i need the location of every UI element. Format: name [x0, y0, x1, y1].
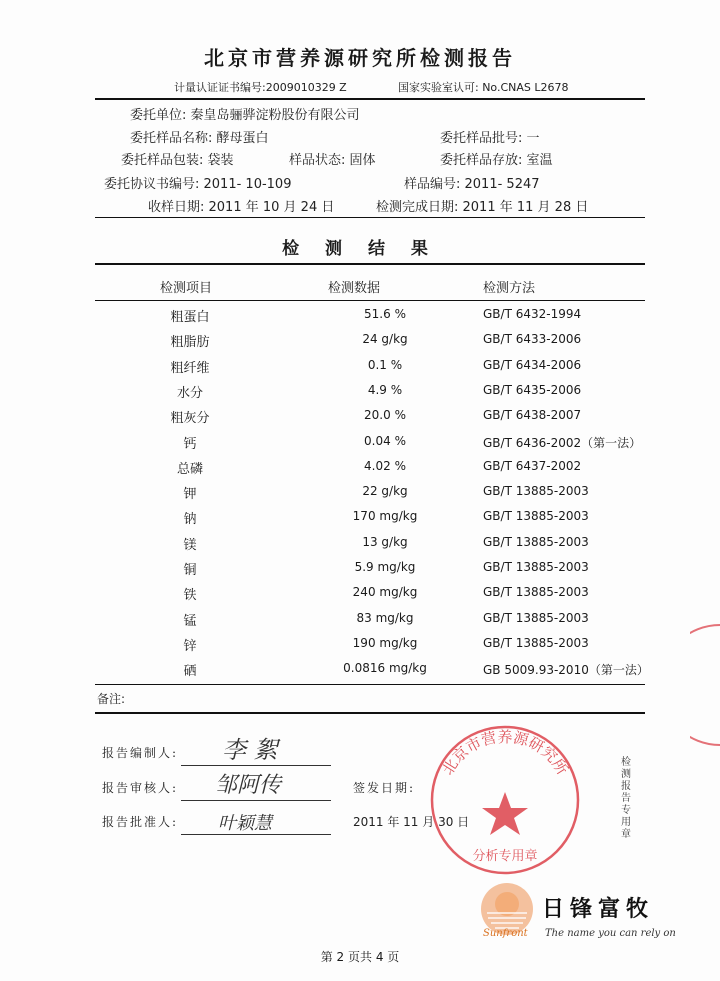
- brand-tagline: The name you can rely on: [545, 928, 676, 939]
- reviewer-signature: 邹阿传: [215, 773, 282, 798]
- col-header-method: 检测方法: [483, 281, 536, 296]
- result-item: 钠: [183, 512, 197, 528]
- result-method: GB/T 13885-2003: [483, 610, 589, 625]
- issue-date-label: 签发日期:: [353, 781, 416, 795]
- cnas-number: 国家实验室认可: No.CNAS L2678: [398, 81, 569, 94]
- result-item: 锌: [183, 638, 197, 654]
- result-item: 铁: [183, 588, 197, 604]
- result-method: GB/T 13885-2003: [483, 534, 589, 549]
- result-value: 83 mg/kg: [356, 610, 414, 625]
- page-number: 第 2 页共 4 页: [320, 950, 400, 964]
- result-item: 粗脂肪: [170, 335, 210, 351]
- col-header-item: 检测项目: [160, 281, 213, 296]
- col-header-value: 检测数据: [328, 281, 381, 296]
- table-row: [95, 403, 645, 428]
- approver-signature: 叶颖慧: [218, 813, 272, 834]
- table-row: [95, 327, 645, 352]
- table-row: [95, 606, 645, 631]
- issue-date: 2011 年 11 月 30 日: [353, 815, 470, 829]
- result-item: 硒: [183, 664, 197, 680]
- result-value: 4.9 %: [367, 382, 403, 397]
- table-bottom-rule: [95, 684, 645, 685]
- sample-state: 样品状态: 固体: [289, 153, 376, 168]
- table-row: [95, 656, 649, 681]
- table-row: [95, 530, 645, 555]
- result-value: 5.9 mg/kg: [354, 560, 416, 574]
- result-item: 钙: [183, 436, 197, 452]
- result-method: GB/T 6433-2006: [483, 332, 582, 347]
- result-method: GB/T 6434-2006: [483, 357, 582, 372]
- table-row: [95, 378, 645, 403]
- report-title: 北京市营养源研究所检测报告: [204, 46, 516, 70]
- result-method: GB/T 6432-1994: [483, 307, 582, 321]
- brand-name-cn: 日锋富牧: [542, 896, 655, 922]
- result-item: 锰: [183, 613, 197, 629]
- analysis-seal: [425, 720, 585, 880]
- edge-seal-fragment: [690, 620, 720, 750]
- result-value: 51.6 %: [364, 307, 406, 321]
- table-row: [95, 555, 645, 580]
- agreement-number: 委托协议书编号: 2011- 10-109: [104, 177, 292, 192]
- brand-name-en: Sunfront: [483, 928, 528, 939]
- sample-name: 委托样品名称: 酵母蛋白: [130, 131, 269, 146]
- seal-star-icon: [482, 792, 528, 835]
- sample-package: 委托样品包装: 袋装: [121, 153, 234, 168]
- table-row: [95, 479, 645, 504]
- reviewer-label: 报告审核人:: [102, 781, 179, 795]
- result-value: 240 mg/kg: [352, 585, 418, 600]
- sample-number: 样品编号: 2011- 5247: [404, 177, 540, 192]
- side-stamp-text: 检测报告专用章: [621, 757, 631, 840]
- remarks-label: 备注:: [97, 692, 126, 706]
- result-item: 镁: [183, 537, 197, 553]
- result-method: GB/T 6437-2002: [483, 458, 582, 473]
- result-method: GB/T 13885-2003: [483, 585, 589, 600]
- result-value: 4.02 %: [364, 458, 406, 473]
- result-value: 20.0 %: [364, 408, 406, 423]
- result-value: 13 g/kg: [362, 534, 408, 549]
- result-method: GB 5009.93-2010（第一法）: [483, 663, 649, 678]
- table-row: [95, 353, 645, 378]
- result-item: 水分: [176, 385, 203, 401]
- table-row: [95, 504, 645, 529]
- cert-number: 计量认证证书编号:2009010329 Z: [174, 81, 347, 94]
- result-item: 粗纤维: [170, 360, 210, 376]
- info-rule: [95, 217, 645, 218]
- remarks-rule: [95, 712, 645, 714]
- result-item: 钾: [183, 487, 197, 503]
- sample-storage: 委托样品存放: 室温: [440, 153, 553, 168]
- result-item: 总磷: [176, 461, 203, 477]
- result-method: GB/T 13885-2003: [483, 560, 589, 574]
- header-rule: [95, 98, 645, 100]
- table-row: [95, 631, 645, 656]
- preparer-label: 报告编制人:: [102, 746, 179, 760]
- table-header-rule: [95, 300, 645, 301]
- client: 委托单位: 秦皇岛骊骅淀粉股份有限公司: [130, 108, 360, 123]
- seal-center-text: 分析专用章: [472, 849, 538, 864]
- table-row: [95, 454, 645, 479]
- received-date: 收样日期: 2011 年 10 月 24 日: [148, 200, 335, 215]
- result-method: GB/T 13885-2003: [483, 509, 589, 524]
- table-top-rule: [95, 263, 645, 265]
- seal-ring-text: 北京市营养源研究所: [438, 727, 572, 779]
- result-method: GB/T 6435-2006: [483, 382, 582, 397]
- preparer-signature: 李 絮: [222, 736, 278, 764]
- table-row: [95, 429, 645, 454]
- sample-batch: 委托样品批号: 一: [440, 131, 540, 146]
- result-item: 铜: [183, 563, 197, 578]
- result-method: GB/T 13885-2003: [483, 484, 589, 499]
- result-item: 粗灰分: [170, 411, 210, 427]
- preparer-line: [181, 765, 331, 766]
- result-method: GB/T 13885-2003: [483, 635, 589, 650]
- table-row: [95, 580, 645, 605]
- result-value: 24 g/kg: [362, 332, 408, 347]
- approver-label: 报告批准人:: [102, 815, 179, 829]
- reviewer-line: [181, 800, 331, 801]
- result-value: 22 g/kg: [362, 484, 408, 499]
- result-method: GB/T 6438-2007: [483, 408, 582, 423]
- result-item: 粗蛋白: [170, 310, 210, 325]
- result-method: GB/T 6436-2002（第一法）: [483, 435, 642, 450]
- results-title: 检 测 结 果: [282, 239, 438, 259]
- result-value: 170 mg/kg: [352, 509, 418, 524]
- table-row: [95, 302, 645, 327]
- completed-date: 检测完成日期: 2011 年 11 月 28 日: [376, 200, 589, 215]
- result-value: 0.0816 mg/kg: [343, 661, 427, 676]
- result-value: 0.04 %: [364, 433, 406, 448]
- result-value: 190 mg/kg: [352, 635, 418, 650]
- result-value: 0.1 %: [367, 357, 403, 372]
